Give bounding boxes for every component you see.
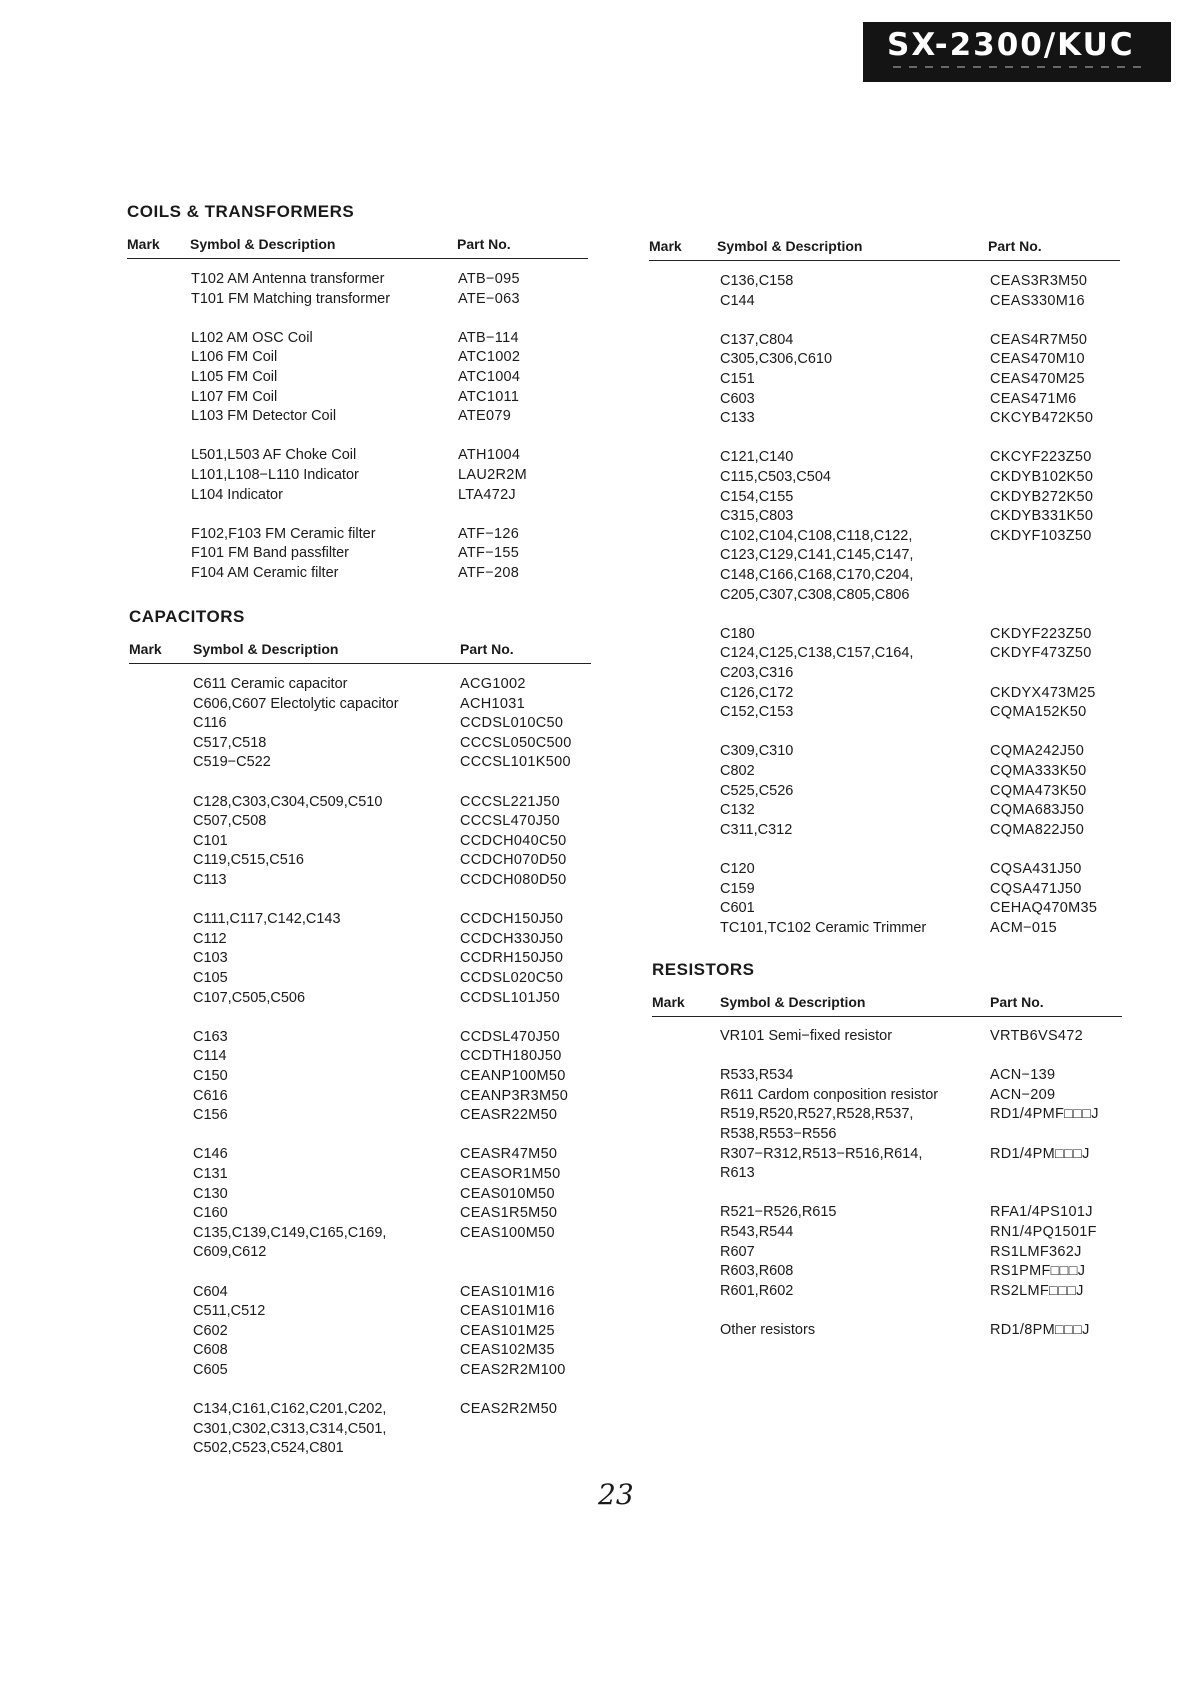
- capacitor-row-symbol: C502,C523,C524,C801: [193, 1440, 344, 1457]
- capacitor-row-part-number: CEAS102M35: [460, 1342, 555, 1359]
- capacitor-row-symbol: C609,C612: [193, 1244, 267, 1261]
- capacitor-row-symbol: C101: [193, 832, 228, 849]
- capacitor-row-symbol: C148,C166,C168,C170,C204,: [720, 567, 914, 583]
- resistor-row-part-number: RD1/8PM□□□J: [990, 1322, 1090, 1338]
- coil-row-part-number: ATC1002: [458, 349, 521, 366]
- capacitor-row-part-number: CQMA152K50: [990, 704, 1087, 721]
- capacitor-row-part-number: CCCSL470J50: [460, 813, 561, 830]
- coil-row-part-number: ATE−063: [458, 290, 520, 307]
- coil-row-part-number: ATB−114: [458, 329, 519, 346]
- capacitor-row-symbol: C103: [193, 950, 228, 967]
- capacitor-row-part-number: CEAS3R3M50: [990, 273, 1088, 289]
- capacitor-row-part-number: ACM−015: [990, 919, 1057, 936]
- capacitor-row-symbol: C116: [193, 715, 227, 732]
- capacitor-row-part-number: CEAS2R2M100: [460, 1362, 566, 1378]
- capacitor-row-symbol: C123,C129,C141,C145,C147,: [720, 547, 914, 564]
- capacitor-row-symbol: C605: [193, 1362, 228, 1378]
- coil-row-part-number: ATE079: [458, 408, 512, 425]
- capacitor-row-part-number: CQSA431J50: [990, 861, 1082, 877]
- capacitor-row-symbol: C133: [720, 410, 755, 427]
- capacitor-row-part-number: ACG1002: [460, 676, 526, 692]
- capacitor-row-part-number: CEASR22M50: [460, 1107, 558, 1124]
- capacitor-row-symbol: C802: [720, 763, 755, 779]
- capacitors-header-rule: [129, 663, 591, 664]
- capacitor-row-symbol: C160: [193, 1205, 228, 1222]
- resistor-row-part-number: RS1PMF□□□J: [990, 1263, 1086, 1280]
- capacitors-cont-col-part: Part No.: [988, 238, 1042, 254]
- capacitor-row-symbol: C121,C140: [720, 449, 794, 466]
- capacitor-row-symbol: TC101,TC102 Ceramic Trimmer: [720, 919, 927, 936]
- coil-row-part-number: LAU2R2M: [458, 467, 527, 483]
- coil-row-part-number: ATF−155: [458, 545, 520, 562]
- resistor-row-symbol: R543,R544: [720, 1224, 794, 1240]
- coil-row-symbol: F104 AM Ceramic filter: [191, 565, 339, 581]
- capacitor-row-symbol: C180: [720, 625, 755, 642]
- capacitor-row-part-number: CEANP3R3M50: [460, 1087, 569, 1104]
- resistor-row-part-number: VRTB6VS472: [990, 1028, 1084, 1044]
- capacitor-row-part-number: CEASOR1M50: [460, 1166, 561, 1182]
- resistor-row-part-number: RN1/4PQ1501F: [990, 1224, 1097, 1240]
- capacitor-row-part-number: CQMA333K50: [990, 763, 1087, 779]
- coils-col-symbol: Symbol & Description: [190, 236, 336, 252]
- capacitor-row-symbol: C507,C508: [193, 813, 267, 830]
- capacitor-row-part-number: CKDYF223Z50: [990, 625, 1092, 642]
- capacitor-row-symbol: C315,C803: [720, 508, 794, 525]
- capacitor-row-symbol: C151: [720, 371, 755, 387]
- capacitor-row-symbol: C154,C155: [720, 488, 794, 505]
- coil-row-symbol: L106 FM Coil: [191, 349, 278, 366]
- capacitor-row-symbol: C136,C158: [720, 273, 794, 289]
- capacitor-row-symbol: C135,C139,C149,C165,C169,: [193, 1224, 387, 1241]
- capacitor-row-symbol: C511,C512: [193, 1303, 266, 1320]
- capacitors-heading: CAPACITORS: [129, 607, 245, 626]
- coils-heading: COILS & TRANSFORMERS: [127, 202, 355, 221]
- capacitor-row-part-number: CEAS101M16: [460, 1283, 555, 1300]
- capacitor-row-part-number: CCDCH080D50: [460, 872, 567, 888]
- capacitor-row-symbol: C608: [193, 1342, 228, 1359]
- capacitor-row-part-number: CEAS4R7M50: [990, 331, 1088, 348]
- coil-row-part-number: LTA472J: [458, 486, 516, 503]
- resistor-row-part-number: RD1/4PMF□□□J: [990, 1106, 1099, 1123]
- coil-row-symbol: L102 AM OSC Coil: [191, 329, 313, 346]
- capacitor-row-part-number: CEAS100M50: [460, 1224, 555, 1241]
- capacitor-row-symbol: C156: [193, 1107, 228, 1124]
- coil-row-symbol: L103 FM Detector Coil: [191, 408, 337, 425]
- capacitor-row-symbol: C114: [193, 1048, 227, 1065]
- model-badge-text: SX-2300/KUC: [887, 27, 1135, 63]
- resistor-row-symbol: R601,R602: [720, 1282, 794, 1299]
- capacitor-row-symbol: C205,C307,C308,C805,C806: [720, 586, 910, 603]
- resistor-row-part-number: ACN−139: [990, 1067, 1056, 1084]
- capacitor-row-symbol: C311,C312: [720, 821, 793, 838]
- capacitor-row-part-number: CCDTH180J50: [460, 1048, 562, 1065]
- capacitor-row-symbol: C120: [720, 861, 755, 877]
- capacitors-cont-col-mark: Mark: [649, 238, 682, 254]
- capacitor-row-symbol: C525,C526: [720, 782, 794, 799]
- capacitor-row-symbol: C616: [193, 1087, 228, 1104]
- capacitor-row-part-number: CCCSL101K500: [460, 754, 571, 771]
- capacitor-row-symbol: C305,C306,C610: [720, 351, 833, 368]
- capacitor-row-part-number: CEAS101M16: [460, 1303, 555, 1320]
- capacitor-row-symbol: C137,C804: [720, 331, 794, 348]
- capacitor-row-symbol: C102,C104,C108,C118,C122,: [720, 527, 913, 544]
- capacitor-row-part-number: CCDCH070D50: [460, 852, 567, 869]
- coil-row-symbol: T101 FM Matching transformer: [191, 290, 391, 307]
- capacitor-row-part-number: CKDYB102K50: [990, 469, 1094, 485]
- capacitor-row-part-number: CQMA822J50: [990, 821, 1085, 838]
- coils-header-rule: [127, 258, 588, 259]
- capacitor-row-part-number: CEAS2R2M50: [460, 1401, 558, 1418]
- resistor-row-symbol: R607: [720, 1243, 755, 1260]
- resistor-row-part-number: RD1/4PM□□□J: [990, 1145, 1090, 1162]
- capacitor-row-part-number: CCDCH150J50: [460, 911, 564, 928]
- capacitor-row-part-number: CQMA683J50: [990, 802, 1085, 819]
- capacitor-row-symbol: C604: [193, 1283, 228, 1300]
- resistor-row-part-number: RFA1/4PS101J: [990, 1204, 1093, 1221]
- resistor-row-symbol: R307−R312,R513−R516,R614,: [720, 1145, 923, 1162]
- resistor-row-symbol: VR101 Semi−fixed resistor: [720, 1028, 893, 1044]
- coil-row-part-number: ATF−208: [458, 565, 520, 581]
- capacitor-row-symbol: C150: [193, 1068, 228, 1084]
- capacitor-row-part-number: CKCYB472K50: [990, 410, 1094, 427]
- coil-row-symbol: F102,F103 FM Ceramic filter: [191, 525, 376, 542]
- capacitor-row-symbol: C112: [193, 930, 227, 947]
- coil-row-symbol: L101,L108−L110 Indicator: [191, 467, 359, 483]
- page-number: 23: [598, 1478, 634, 1511]
- capacitor-row-symbol: C126,C172: [720, 684, 794, 701]
- capacitor-row-part-number: CEAS330M16: [990, 292, 1085, 309]
- badge-underline: [893, 66, 1147, 68]
- capacitor-row-symbol: C105: [193, 970, 228, 986]
- capacitor-row-symbol: C146: [193, 1146, 228, 1163]
- capacitors-cont-col-symbol: Symbol & Description: [717, 238, 863, 254]
- resistor-row-symbol: R538,R553−R556: [720, 1126, 837, 1142]
- coil-row-symbol: L105 FM Coil: [191, 369, 278, 385]
- capacitors-col-symbol: Symbol & Description: [193, 641, 339, 657]
- resistors-col-mark: Mark: [652, 994, 685, 1010]
- capacitor-row-symbol: C602: [193, 1322, 228, 1339]
- capacitor-row-part-number: CEASR47M50: [460, 1146, 558, 1163]
- capacitor-row-part-number: CEHAQ470M35: [990, 900, 1098, 917]
- capacitor-row-symbol: C128,C303,C304,C509,C510: [193, 793, 383, 810]
- capacitor-row-symbol: C111,C117,C142,C143: [193, 911, 341, 928]
- coil-row-symbol: L104 Indicator: [191, 486, 283, 503]
- capacitor-row-part-number: CEAS471M6: [990, 390, 1077, 407]
- capacitor-row-part-number: CCCSL050C500: [460, 734, 572, 751]
- capacitor-row-part-number: CKDYB331K50: [990, 508, 1094, 525]
- capacitor-row-part-number: CEAS1R5M50: [460, 1205, 558, 1222]
- capacitor-row-symbol: C519−C522: [193, 754, 271, 771]
- coil-row-symbol: T102 AM Antenna transformer: [191, 271, 385, 287]
- capacitor-row-symbol: C113: [193, 872, 227, 888]
- capacitor-row-part-number: CCDSL010C50: [460, 715, 564, 732]
- coil-row-part-number: ATB−095: [458, 271, 520, 287]
- capacitor-row-part-number: ACH1031: [460, 695, 525, 712]
- resistors-col-part: Part No.: [990, 994, 1044, 1010]
- capacitor-row-part-number: CQSA471J50: [990, 880, 1082, 897]
- capacitor-row-part-number: CEAS470M10: [990, 351, 1085, 368]
- capacitor-row-part-number: CKDYF473Z50: [990, 645, 1092, 662]
- capacitor-row-part-number: CCDSL470J50: [460, 1028, 561, 1045]
- resistor-row-symbol: R519,R520,R527,R528,R537,: [720, 1106, 914, 1123]
- capacitor-row-symbol: C134,C161,C162,C201,C202,: [193, 1401, 387, 1418]
- capacitor-row-part-number: CCDCH040C50: [460, 832, 567, 849]
- capacitor-row-symbol: C144: [720, 292, 755, 309]
- capacitor-row-symbol: C124,C125,C138,C157,C164,: [720, 645, 914, 662]
- capacitors-col-part: Part No.: [460, 641, 514, 657]
- capacitor-row-part-number: CCCSL221J50: [460, 793, 561, 810]
- capacitor-row-part-number: CKCYF223Z50: [990, 449, 1092, 466]
- resistor-row-symbol: Other resistors: [720, 1322, 816, 1338]
- capacitor-row-symbol: C119,C515,C516: [193, 852, 304, 869]
- coil-row-part-number: ATC1004: [458, 369, 521, 385]
- coil-row-part-number: ATH1004: [458, 447, 521, 464]
- resistor-row-symbol: R613: [720, 1165, 755, 1182]
- capacitor-row-part-number: CCDSL020C50: [460, 970, 564, 986]
- capacitor-row-symbol: C309,C310: [720, 743, 794, 760]
- resistor-row-symbol: R533,R534: [720, 1067, 794, 1084]
- model-badge: [863, 22, 1171, 82]
- capacitor-row-part-number: CEAS101M25: [460, 1322, 555, 1339]
- resistors-col-symbol: Symbol & Description: [720, 994, 866, 1010]
- capacitor-row-part-number: CEAS010M50: [460, 1185, 555, 1202]
- coil-row-symbol: L107 FM Coil: [191, 388, 278, 405]
- capacitor-row-symbol: C130: [193, 1185, 228, 1202]
- resistor-row-symbol: R611 Cardom conposition resistor: [720, 1086, 939, 1103]
- coil-row-symbol: F101 FM Band passfilter: [191, 545, 349, 562]
- resistors-header-rule: [652, 1016, 1122, 1017]
- capacitor-row-part-number: CCDRH150J50: [460, 950, 564, 967]
- capacitors-cont-header-rule: [649, 260, 1120, 261]
- resistor-row-part-number: RS2LMF□□□J: [990, 1282, 1084, 1299]
- coil-row-part-number: ATC1011: [458, 388, 520, 405]
- capacitors-col-mark: Mark: [129, 641, 162, 657]
- resistor-row-symbol: R521−R526,R615: [720, 1204, 837, 1221]
- capacitor-row-part-number: CKDYB272K50: [990, 488, 1094, 505]
- capacitor-row-symbol: C517,C518: [193, 734, 267, 751]
- resistor-row-symbol: R603,R608: [720, 1263, 794, 1280]
- capacitor-row-part-number: CEANP100M50: [460, 1068, 566, 1084]
- coil-row-symbol: L501,L503 AF Choke Coil: [191, 447, 357, 464]
- capacitor-row-symbol: C601: [720, 900, 755, 917]
- capacitor-row-part-number: CQMA473K50: [990, 782, 1087, 799]
- capacitor-row-part-number: CCDCH330J50: [460, 930, 564, 947]
- capacitor-row-symbol: C163: [193, 1028, 228, 1045]
- capacitor-row-symbol: C611 Ceramic capacitor: [193, 676, 348, 692]
- capacitor-row-part-number: CKDYF103Z50: [990, 527, 1092, 544]
- capacitor-row-symbol: C606,C607 Electolytic capacitor: [193, 695, 399, 712]
- capacitor-row-symbol: C203,C316: [720, 665, 794, 681]
- capacitor-row-part-number: CEAS470M25: [990, 371, 1085, 387]
- resistors-heading: RESISTORS: [652, 960, 755, 979]
- capacitor-row-part-number: CCDSL101J50: [460, 989, 561, 1006]
- capacitor-row-symbol: C131: [193, 1166, 228, 1182]
- capacitor-row-symbol: C159: [720, 880, 755, 897]
- capacitor-row-symbol: C301,C302,C313,C314,C501,: [193, 1420, 387, 1437]
- capacitor-row-symbol: C603: [720, 390, 755, 407]
- coils-col-mark: Mark: [127, 236, 160, 252]
- capacitor-row-symbol: C107,C505,C506: [193, 989, 306, 1006]
- capacitor-row-symbol: C115,C503,C504: [720, 469, 831, 485]
- coil-row-part-number: ATF−126: [458, 525, 520, 542]
- resistor-row-part-number: ACN−209: [990, 1086, 1056, 1103]
- capacitor-row-part-number: CKDYX473M25: [990, 684, 1096, 701]
- coils-col-part: Part No.: [457, 236, 511, 252]
- capacitor-row-symbol: C132: [720, 802, 755, 819]
- capacitor-row-symbol: C152,C153: [720, 704, 794, 721]
- resistor-row-part-number: RS1LMF362J: [990, 1243, 1082, 1260]
- capacitor-row-part-number: CQMA242J50: [990, 743, 1085, 760]
